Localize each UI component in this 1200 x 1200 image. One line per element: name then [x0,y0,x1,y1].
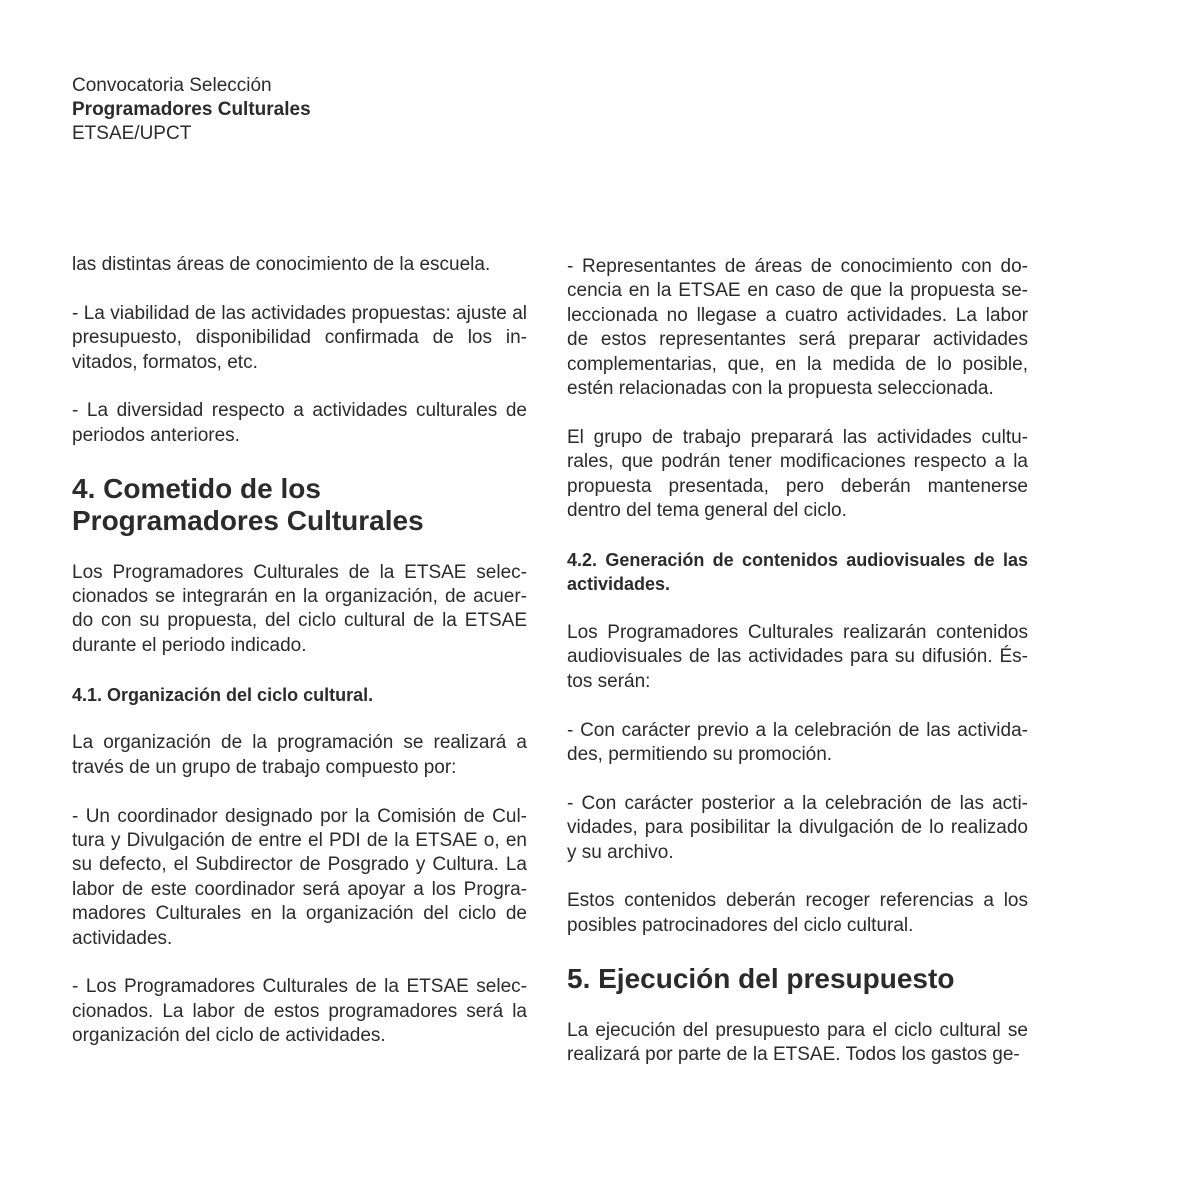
heading-line: Programadores Culturales [72,504,424,536]
paragraph: - Representantes de áreas de conocimiento con do- cencia en la ETSAE en caso de que la propuesta se- leccionada no llegase a cuatro actividades. La labor de estos representantes será preparar actividades complementarias, que, en la medida de lo posible, estén relacionadas con la propuesta seleccionada. [567,256,1028,400]
page-header [72,74,311,146]
paragraph: Estos contenidos deberán recoger referencias a los posibles patrocinadores del ciclo cultural. [567,890,1028,936]
subsection-heading-4-1: 4.1. Organización del ciclo cultural. [72,684,374,705]
right-column [567,255,1028,1092]
paragraph: - Un coordinador designado por la Comisión de Cul- tura y Divulgación de entre el PDI de la ETSAE o, en su defecto, el Subdirector de Posgrado y Cultura. La labor de este coordinador será apoyar a los Progra- madores Culturales en la organización del ciclo de actividades. [72,805,527,949]
paragraph: La organización de la programación se realizará a través de un grupo de trabajo compuesto por: [72,732,527,778]
paragraph: Los Programadores Culturales de la ETSAE selec- cionados se integrarán en la organización, de acuer- do con su propuesta, del ciclo cultural de la ETSAE durante el periodo indicado. [72,561,527,656]
paragraph: - Los Programadores Culturales de la ETSAE selec- cionados. La labor de estos programadores será la organización del ciclo de actividades. [72,976,527,1047]
section-heading-4 [72,473,527,537]
paragraph: - Con carácter posterior a la celebración de las acti- vidades, para posibilitar la divulgación de lo realizado y su archivo. [567,792,1028,863]
header-subtitle: Programadores Culturales [72,99,311,120]
paragraph: El grupo de trabajo preparará las actividades cultu- rales, que podrán tener modificaciones respecto a la propuesta presentada, pero deberán mantenerse dentro del tema general del ciclo. [567,426,1028,522]
paragraph: - Con carácter previo a la celebración de las activida- des, permitiendo su promoción. [567,719,1028,766]
left-column [72,253,527,1073]
header-title: Convocatoria Selección [72,75,272,96]
paragraph: - La diversidad respecto a actividades culturales de periodos anteriores. [72,400,527,446]
paragraph: Los Programadores Culturales realizarán contenidos audiovisuales de las actividades para su difusión. És- tos serán: [567,622,1028,692]
subsection-heading-4-2: 4.2. Generación de contenidos audiovisuales de las actividades. [567,549,1028,595]
header-institution: ETSAE/UPCT [72,123,192,144]
paragraph: las distintas áreas de conocimiento de la escuela. [72,254,491,275]
heading-line: 4. Cometido de los [72,472,321,504]
paragraph: - La viabilidad de las actividades propuestas: ajuste al presupuesto, disponibilidad confirmada de los in- vitados, formatos, etc. [72,302,527,373]
paragraph: La ejecución del presupuesto para el ciclo cultural se realizará por parte de la ETSAE. Todos los gastos ge- [567,1019,1028,1066]
section-heading-5: 5. Ejecución del presupuesto [567,962,955,994]
